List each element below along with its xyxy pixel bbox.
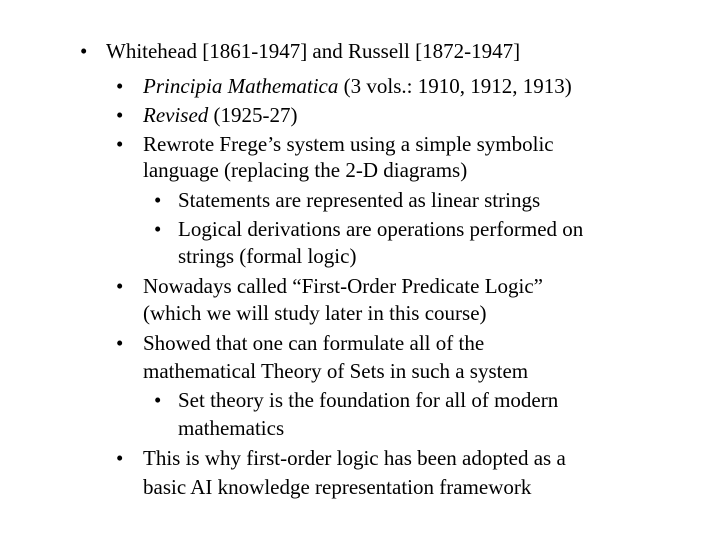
bullet-icon: • (116, 331, 124, 355)
list-item: Nowadays called “First-Order Predicate Logic” (143, 274, 544, 298)
revised-label: Revised (143, 103, 209, 127)
bullet-icon: • (154, 188, 162, 212)
list-item: Logical derivations are operations performed on (178, 217, 584, 241)
bullet-icon: • (116, 274, 124, 298)
bullet-icon: • (116, 446, 124, 470)
list-item: Showed that one can formulate all of the (143, 331, 485, 355)
list-item-continuation: language (replacing the 2-D diagrams) (143, 158, 468, 182)
bullet-icon: • (154, 388, 162, 412)
bullet-icon: • (154, 217, 162, 241)
bullet-icon: • (116, 74, 124, 98)
list-item-continuation: strings (formal logic) (178, 244, 357, 268)
bullet-icon: • (80, 39, 88, 63)
list-item-continuation: mathematics (178, 416, 285, 440)
revised-years: (1925-27) (208, 103, 298, 127)
list-item: Statements are represented as linear strings (178, 188, 541, 212)
list-item: Whitehead [1861-1947] and Russell [1872-1947] (106, 39, 521, 63)
bullet-icon: • (116, 132, 124, 156)
book-title: Principia Mathematica (143, 74, 339, 98)
list-item-continuation: (which we will study later in this course) (143, 301, 487, 325)
list-item: Set theory is the foundation for all of modern (178, 388, 559, 412)
list-item-continuation: basic AI knowledge representation framework (143, 475, 532, 499)
list-item (143, 101, 298, 130)
bullet-icon: • (116, 103, 124, 127)
list-item: Rewrote Frege’s system using a simple symbolic (143, 132, 554, 156)
book-details: (3 vols.: 1910, 1912, 1913) (338, 74, 572, 98)
list-item (143, 72, 572, 101)
list-item: This is why first-order logic has been adopted as a (143, 446, 566, 470)
list-item-continuation: mathematical Theory of Sets in such a system (143, 359, 529, 383)
